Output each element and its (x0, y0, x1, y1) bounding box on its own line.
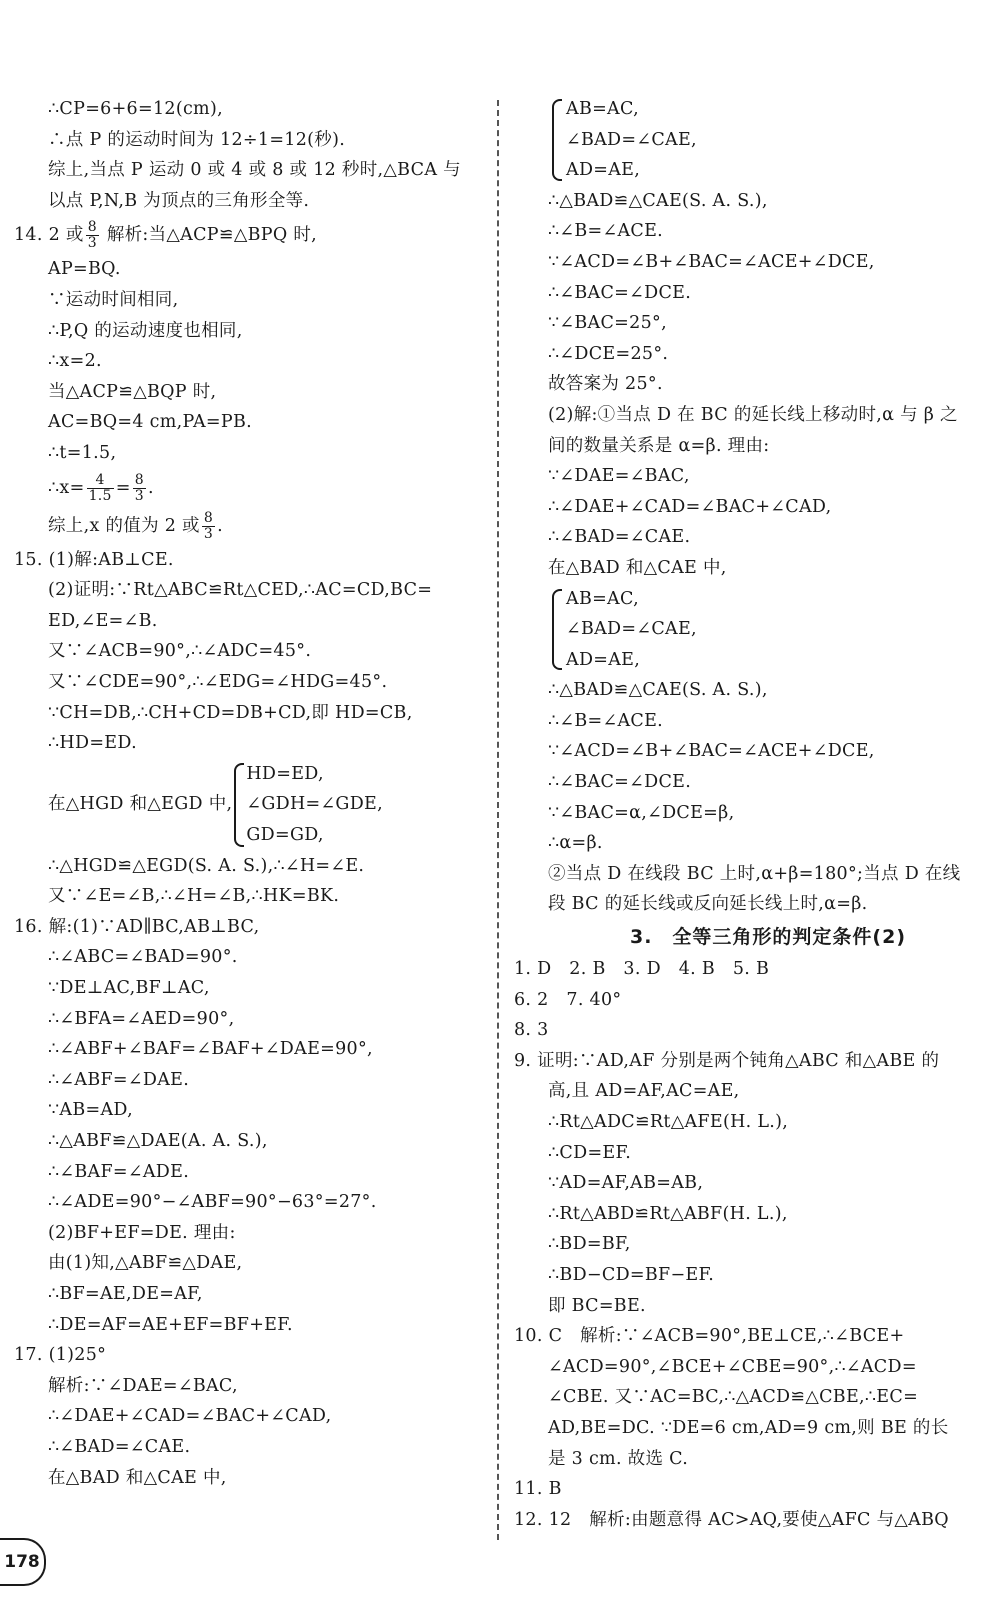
conclusion-line: 综上,x 的值为 2 或 $\frac{8}{3}$ . (48, 509, 223, 542)
text-line: ∴CD=EF. (548, 1142, 632, 1163)
text-line: 是 3 cm. 故选 C. (548, 1448, 689, 1469)
answer: 2 或 (48, 225, 84, 246)
question-15: 15. (1)解:AB⊥CE. (14, 549, 174, 570)
text-line: ∴∠BFA=∠AED=90°, (48, 1008, 235, 1029)
text-line: ∴∠BAD=∠CAE. (48, 1436, 191, 1457)
text-line: ∵运动时间相同, (48, 289, 179, 310)
text-line: ∴△HGD≌△EGD(S. A. S.),∴∠H=∠E. (48, 855, 365, 876)
text-line: ∵∠BAC=α,∠DCE=β, (548, 802, 735, 823)
answer-line: 6. 2 7. 40° (514, 989, 622, 1010)
text-line: (2)解:①当点 D 在 BC 的延长线上移动时,α 与 β 之 (548, 404, 958, 425)
text-line: ∴∠ABF=∠DAE. (48, 1069, 190, 1090)
question-11: 11. B (514, 1479, 562, 1500)
text-line: ∴∠ABF+∠BAF=∠BAF+∠DAE=90°, (48, 1039, 373, 1060)
section-heading: 3. 全等三角形的判定条件(2) (629, 926, 907, 949)
question-number: 16. (14, 916, 43, 937)
answer-line: 1. D 2. B 3. D 4. B 5. B (514, 959, 770, 980)
text-line: ∴∠DAE+∠CAD=∠BAC+∠CAD, (48, 1406, 332, 1427)
text-line: ∴∠DCE=25°. (548, 343, 669, 364)
question-number: 15. (14, 549, 43, 570)
text-line: ∴Rt△ABD≌Rt△ABF(H. L.), (548, 1203, 788, 1224)
text-line: ∴∠BAF=∠ADE. (48, 1161, 190, 1182)
analysis-text: 解析:当△ACP≌△BPQ 时, (106, 225, 317, 246)
question-number: 10. (514, 1326, 543, 1347)
text-line: 高,且 AD=AF,AC=AE, (548, 1081, 740, 1102)
page-number: 178 (0, 1538, 46, 1586)
right-column (514, 94, 988, 1535)
text-line: ∴△ABF≌△DAE(A. A. S.), (48, 1131, 268, 1152)
brace-block (48, 759, 486, 851)
equation-line: ∴x= $\frac{4}{1.5}$ = $\frac{8}{3}$ . (48, 471, 154, 504)
text-line: ∴CP=6+6=12(cm), (48, 99, 223, 119)
text-line: ∴∠BAC=∠DCE. (548, 282, 692, 303)
brace-item: GD=GD, (246, 824, 324, 845)
text-line: ∵∠ACD=∠B+∠BAC=∠ACE+∠DCE, (548, 251, 875, 272)
text-line: ∴Rt△ADC≌Rt△AFE(H. L.), (548, 1112, 789, 1132)
question-16: 16. 解:(1)∵AD∥BC,AB⊥BC, (14, 916, 260, 937)
text-line: 又∵∠E=∠B,∴∠H=∠B,∴HK=BK. (48, 886, 340, 907)
brace-item: ∠BAD=∠CAE, (566, 619, 697, 640)
text-line: 即 BC=BE. (548, 1295, 646, 1316)
question-number: 14. (14, 225, 43, 246)
question-number: 11. (514, 1479, 543, 1500)
text-line: ∴BD=BF, (548, 1234, 631, 1255)
text-line: 又∵∠CDE=90°,∴∠EDG=∠HDG=45°. (48, 671, 388, 692)
text-line: ∴∠ABC=∠BAD=90°. (48, 947, 238, 968)
text-line: ED,∠E=∠B. (48, 610, 158, 631)
brace-system (232, 759, 383, 851)
text-line: ∵∠ACD=∠B+∠BAC=∠ACE+∠DCE, (548, 741, 875, 762)
text-line: 以点 P,N,B 为顶点的三角形全等. (48, 190, 310, 211)
fraction: $\frac{8}{3}$ (134, 471, 144, 504)
text-line: ∴∠ADE=90°−∠ABF=90°−63°=27°. (48, 1192, 377, 1213)
question-9: 9. 证明:∵AD,AF 分别是两个钝角△ABC 和△ABE 的 (514, 1050, 940, 1071)
text-line: 在△BAD 和△CAE 中, (548, 557, 727, 578)
brace-system (548, 584, 988, 676)
text-line: ∴∠BAD=∠CAE. (548, 527, 691, 548)
answer-line: 8. 3 (514, 1020, 549, 1041)
text-line: (2)BF+EF=DE. 理由: (48, 1222, 236, 1243)
text-line: 又∵∠ACB=90°,∴∠ADC=45°. (48, 641, 312, 662)
text-line: ∴x=2. (48, 351, 102, 372)
text-line: AC=BQ=4 cm,PA=PB. (48, 412, 252, 433)
text-line: ∴BF=AE,DE=AF, (48, 1284, 203, 1304)
brace-item: AB=AC, (566, 588, 639, 609)
text-line: 综上,当点 P 运动 0 或 4 或 8 或 12 秒时,△BCA 与 (48, 160, 461, 181)
text-line: 间的数量关系是 α=β. 理由: (548, 435, 770, 456)
question-number: 12. (514, 1509, 543, 1530)
column-divider (497, 100, 499, 1540)
text-line: ∴△BAD≌△CAE(S. A. S.), (548, 190, 768, 211)
question-number: 17. (14, 1345, 43, 1366)
text-line: ∴∠DAE+∠CAD=∠BAC+∠CAD, (548, 496, 832, 517)
text-line: ∵∠DAE=∠BAC, (548, 466, 690, 487)
fraction: $\frac{8}{3}$ (203, 509, 214, 542)
text-line: ∠ACD=90°,∠BCE+∠CBE=90°,∴∠ACD= (548, 1356, 917, 1377)
text-line: 由(1)知,△ABF≌△DAE, (48, 1253, 243, 1274)
text-line: ∵DE⊥AC,BF⊥AC, (48, 978, 210, 999)
fraction: $\frac{8}{3}$ (87, 219, 97, 252)
brace-item: AD=AE, (566, 160, 641, 181)
brace-label: 在△HGD 和△EGD 中, (48, 794, 233, 815)
question-12: 12. 12 解析:由题意得 AC>AQ,要使△AFC 与△ABQ (514, 1509, 949, 1530)
text-line: ∴∠BAC=∠DCE. (548, 772, 692, 793)
question-number: 9. (514, 1050, 532, 1071)
text-line: ∴α=β. (548, 833, 603, 854)
text-line: ∵AD=AF,AB=AB, (548, 1173, 704, 1194)
text-line: ∴t=1.5, (48, 442, 117, 463)
text-line: 故答案为 25°. (548, 374, 663, 395)
text-line: (2)证明:∵Rt△ABC≌Rt△CED,∴AC=CD,BC= (48, 580, 433, 601)
brace-item: ∠GDH=∠GDE, (246, 794, 383, 815)
text-line: ∵∠BAC=25°, (548, 313, 667, 334)
brace-item: AB=AC, (566, 99, 639, 119)
text-line: ∵AB=AD, (48, 1100, 134, 1121)
text-line: 当△ACP≌△BQP 时, (48, 381, 217, 402)
text-line: ∴点 P 的运动时间为 12÷1=12(秒). (48, 129, 346, 150)
brace-system (548, 94, 988, 186)
text-line: ∵CH=DB,∴CH+CD=DB+CD,即 HD=CB, (48, 702, 413, 723)
brace-item: ∠BAD=∠CAE, (566, 129, 697, 150)
question-14 (14, 216, 486, 254)
text-line: ∠CBE. 又∵AC=BC,∴△ACD≌△CBE,∴EC= (548, 1387, 919, 1408)
text-line: ∴P,Q 的运动速度也相同, (48, 320, 243, 341)
text-line: 在△BAD 和△CAE 中, (48, 1467, 227, 1488)
left-column (14, 94, 486, 1493)
text-line: ∴∠B=∠ACE. (548, 710, 664, 731)
brace-item: AD=AE, (566, 649, 641, 670)
text-line: ∴HD=ED. (48, 733, 137, 754)
text-line: 解析:∵∠DAE=∠BAC, (48, 1375, 238, 1396)
text-line: ∴△BAD≌△CAE(S. A. S.), (548, 680, 768, 701)
text-line: 段 BC 的延长线或反向延长线上时,α=β. (548, 894, 868, 915)
text-line: ∴DE=AF=AE+EF=BF+EF. (48, 1314, 293, 1335)
fraction: $\frac{4}{1.5}$ (88, 471, 112, 504)
text-line: ②当点 D 在线段 BC 上时,α+β=180°;当点 D 在线 (548, 863, 961, 884)
question-10: 10. C 解析:∵∠ACB=90°,BE⊥CE,∴∠BCE+ (514, 1326, 905, 1347)
question-17: 17. (1)25° (14, 1345, 107, 1366)
text-line: AD,BE=DC. ∵DE=6 cm,AD=9 cm,则 BE 的长 (548, 1417, 949, 1438)
text-line: ∴BD−CD=BF−EF. (548, 1264, 715, 1285)
brace-item: HD=ED, (246, 763, 324, 784)
text-line: ∴∠B=∠ACE. (548, 221, 664, 242)
text-line: AP=BQ. (48, 259, 121, 280)
